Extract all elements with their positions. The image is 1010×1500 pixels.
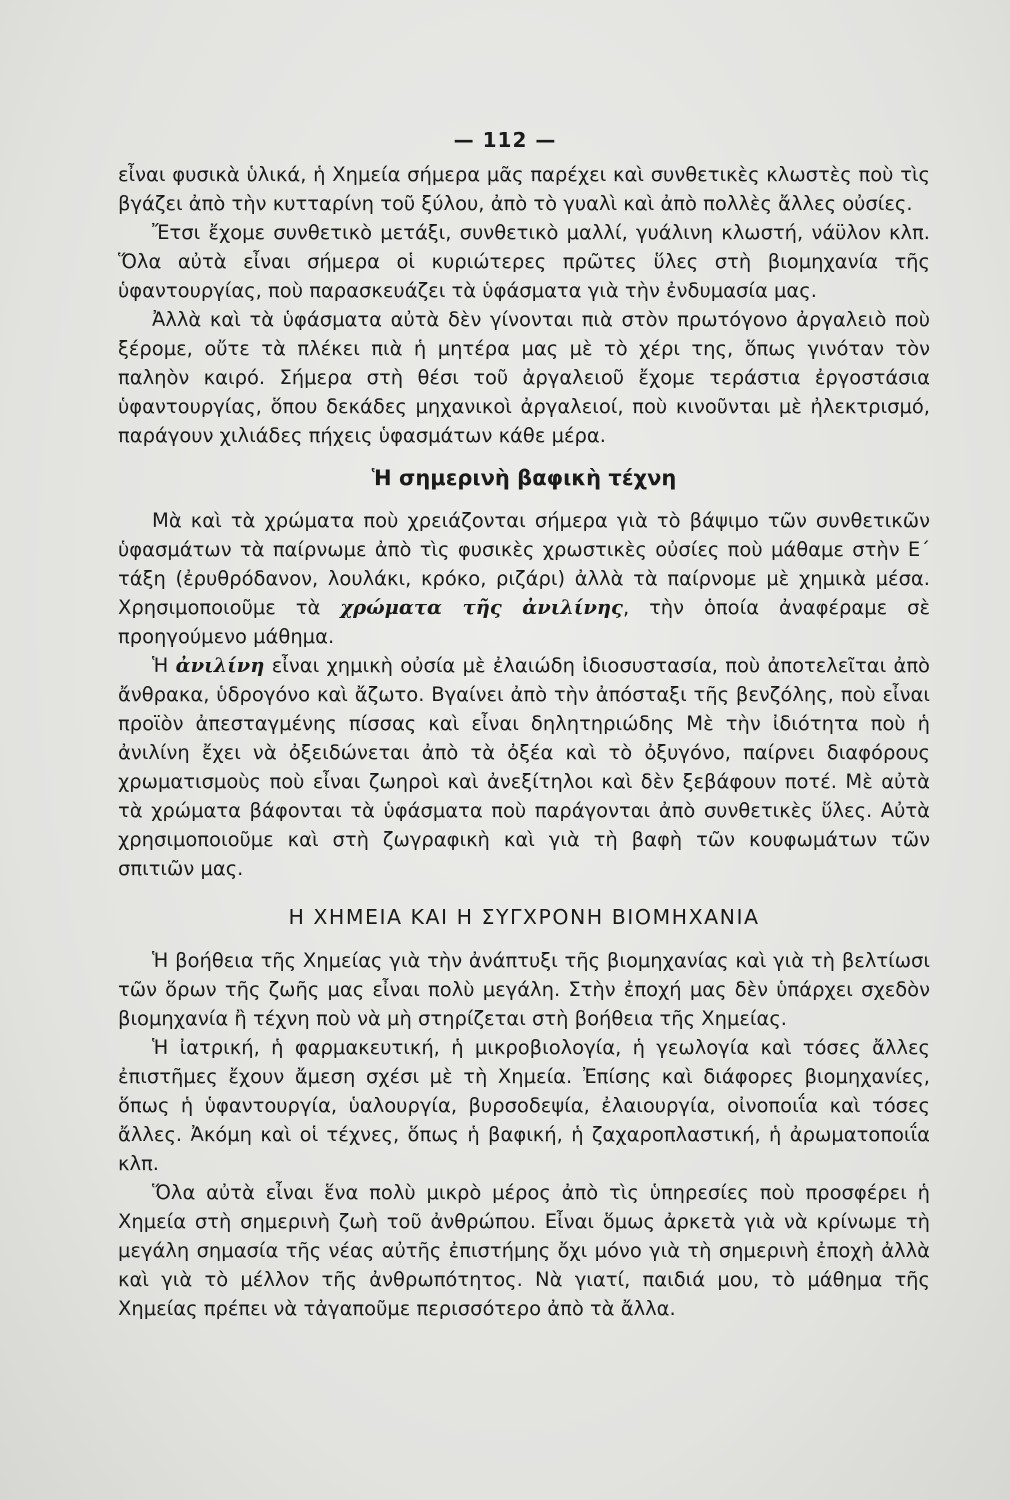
paragraph-looms: Ἀλλὰ καὶ τὰ ὑφάσματα αὐτὰ δὲν γίνονται πιὰ στὸν πρωτόγονο ἀργαλειὸ ποὺ ξέρομε, οὔτε τὰ πλέκει πιὰ ἡ μητέρα μας μὲ τὸ χέρι της, ὅπως γινόταν τὸν παληὸν καιρό. Σήμερα στὴ θέσι τοῦ ἀργαλειοῦ ἔχομε τεράστια ἐργοστάσια ὑφαντουργίας, ὅπου δεκάδες μηχανικοὶ ἀργαλειοί, ποὺ κινοῦνται μὲ ἠλεκτρισμό, παράγουν χιλιάδες πήχεις ὑφασμάτων κάθε μέρα. bbox=[118, 308, 930, 447]
paragraph-conclusion: Ὅλα αὐτὰ εἶναι ἕνα πολὺ μικρὸ μέρος ἀπὸ τὶς ὑπηρεσίες ποὺ προσφέρει ἡ Χημεία στὴ σημερινὴ ζωὴ τοῦ ἀνθρώπου. Εἶναι ὅμως ἀρκετὰ γιὰ νὰ κρίνωμε τὴ μεγάλη σημασία τῆς νέας αὐτῆς ἐπιστήμης ὄχι μόνο γιὰ τὴ σημερινὴ ἐποχὴ ἀλλὰ καὶ γιὰ τὸ μέλλον τῆς ἀνθρωπότητος. Νὰ γιατί, παιδιά μου, τὸ μάθημα τῆς Χημείας πρέπει νὰ τἀγαποῦμε περισσότερο ἀπὸ τὰ ἄλλα. bbox=[118, 1181, 930, 1320]
paragraph-sciences: Ἡ ἰατρική, ἡ φαρμακευτική, ἡ μικροβιολογία, ἡ γεωλογία καὶ τόσες ἄλλες ἐπιστῆμες ἔχουν ἄμεση σχέσι μὲ τὴ Χημεία. Ἐπίσης καὶ διάφορες βιομηχανίες, ὅπως ἡ ὑφαντουργία, ὑαλουργία, βυρσοδεψία, ἐλαιουργία, οἰνοποιΐα καὶ τόσες ἄλλες. Ἀκόμη καὶ οἱ τέχνες, ὅπως ἡ βαφική, ἡ ζαχαροπλαστική, ἡ ἀρωματοποιΐα κλπ. bbox=[118, 1036, 930, 1175]
paragraph-industry-help: Ἡ βοήθεια τῆς Χημείας γιὰ τὴν ἀνάπτυξι τῆς βιομηχανίας καὶ γιὰ τὴ βελτίωσι τῶν ὅρων τῆς ζωῆς μας εἶναι πολὺ μεγάλη. Στὴν ἐποχή μας δὲν ὑπάρχει σχεδὸν βιομηχανία ἢ τέχνη ποὺ νὰ μὴ στηρίζεται στὴ βοήθεια τῆς Χημείας. bbox=[118, 949, 930, 1030]
section-title: Η ΧΗΜΕΙΑ ΚΑΙ Η ΣΥΓΧΡΟΝΗ ΒΙΟΜΗΧΑΝΙΑ bbox=[288, 905, 760, 929]
body-text bbox=[118, 160, 930, 1323]
paragraph-dyes: Μὰ καὶ τὰ χρώματα ποὺ χρειάζονται σήμερα γιὰ τὸ βάψιμο τῶν συνθετικῶν ὑφασμάτων τὰ παίρνωμε ἀπὸ τὶς φυσικὲς χρωστικὲς οὐσίες ποὺ μάθαμε στὴν Ε΄ τάξη (ἐρυθρόδανον, λουλάκι, κρόκο, ριζάρι) ἀλλὰ τὰ παίρνομε μὲ χημικὰ μέσα. Χρησιμοποιοῦμε τὰ χρώματα τῆς ἀνιλίνης, τὴν ὁποία ἀναφέραμε σὲ προηγούμενο μάθημα. bbox=[118, 509, 930, 648]
page-number: — 112 — bbox=[453, 128, 557, 152]
paragraph-synthetic-fibers: Ἔτσι ἔχομε συνθετικὸ μετάξι, συνθετικὸ μαλλί, γυάλινη κλωστή, νάϋλον κλπ. Ὅλα αὐτὰ εἶναι σήμερα οἱ κυριώτερες πρῶτες ὕλες στὴ βιομηχανία τῆς ὑφαντουργίας, ποὺ παρασκευάζει τὰ ὑφάσματα γιὰ τὴν ἐνδυμασία μας. bbox=[118, 221, 930, 302]
emphasis-aniline-dyes: χρώματα τῆς ἀνιλίνης bbox=[340, 596, 623, 619]
emphasis-aniline: ἀνιλίνη bbox=[175, 654, 265, 677]
subheading-dyeing: Ἡ σημερινὴ βαφικὴ τέχνη bbox=[371, 466, 677, 490]
paragraph-aniline: Ἡ ἀνιλίνη εἶναι χημικὴ οὐσία μὲ ἐλαιώδη ἰδιοσυστασία, ποὺ ἀποτελεῖται ἀπὸ ἄνθρακα, ὑδρογόνο καὶ ἄζωτο. Βγαίνει ἀπὸ τὴν ἀπόσταξι τῆς βενζόλης, ποὺ εἶναι προϊὸν ἀπεσταγμένης πίσσας καὶ εἶναι δηλητηριώδης Μὲ τὴν ἰδιότητα ποὺ ἡ ἀνιλίνη ἔχει νὰ ὀξειδώνεται ἀπὸ τὰ ὀξέα καὶ τὸ ὀξυγόνο, παίρνει διαφόρους χρωματισμοὺς ποὺ εἶναι ζωηροὶ καὶ ἀνεξίτηλοι καὶ δὲν ξεβάφουν ποτέ. Μὲ αὐτὰ τὰ χρώματα βάφονται τὰ ὑφάσματα ποὺ παράγονται ἀπὸ συνθετικὲς ὕλες. Αὐτὰ χρησιμοποιοῦμε καὶ στὴ ζωγραφικὴ καὶ γιὰ τὴ βαφὴ τῶν κουφωμάτων τῶν σπιτιῶν μας. bbox=[118, 654, 930, 880]
paragraph-continuation: εἶναι φυσικὰ ὑλικά, ἡ Χημεία σήμερα μᾶς παρέχει καὶ συνθετικὲς κλωστὲς ποὺ τὶς βγάζει ἀπὸ τὴν κυτταρίνη τοῦ ξύλου, ἀπὸ τὸ γυαλὶ καὶ ἀπὸ πολλὲς ἄλλες οὐσίες. bbox=[118, 163, 930, 215]
